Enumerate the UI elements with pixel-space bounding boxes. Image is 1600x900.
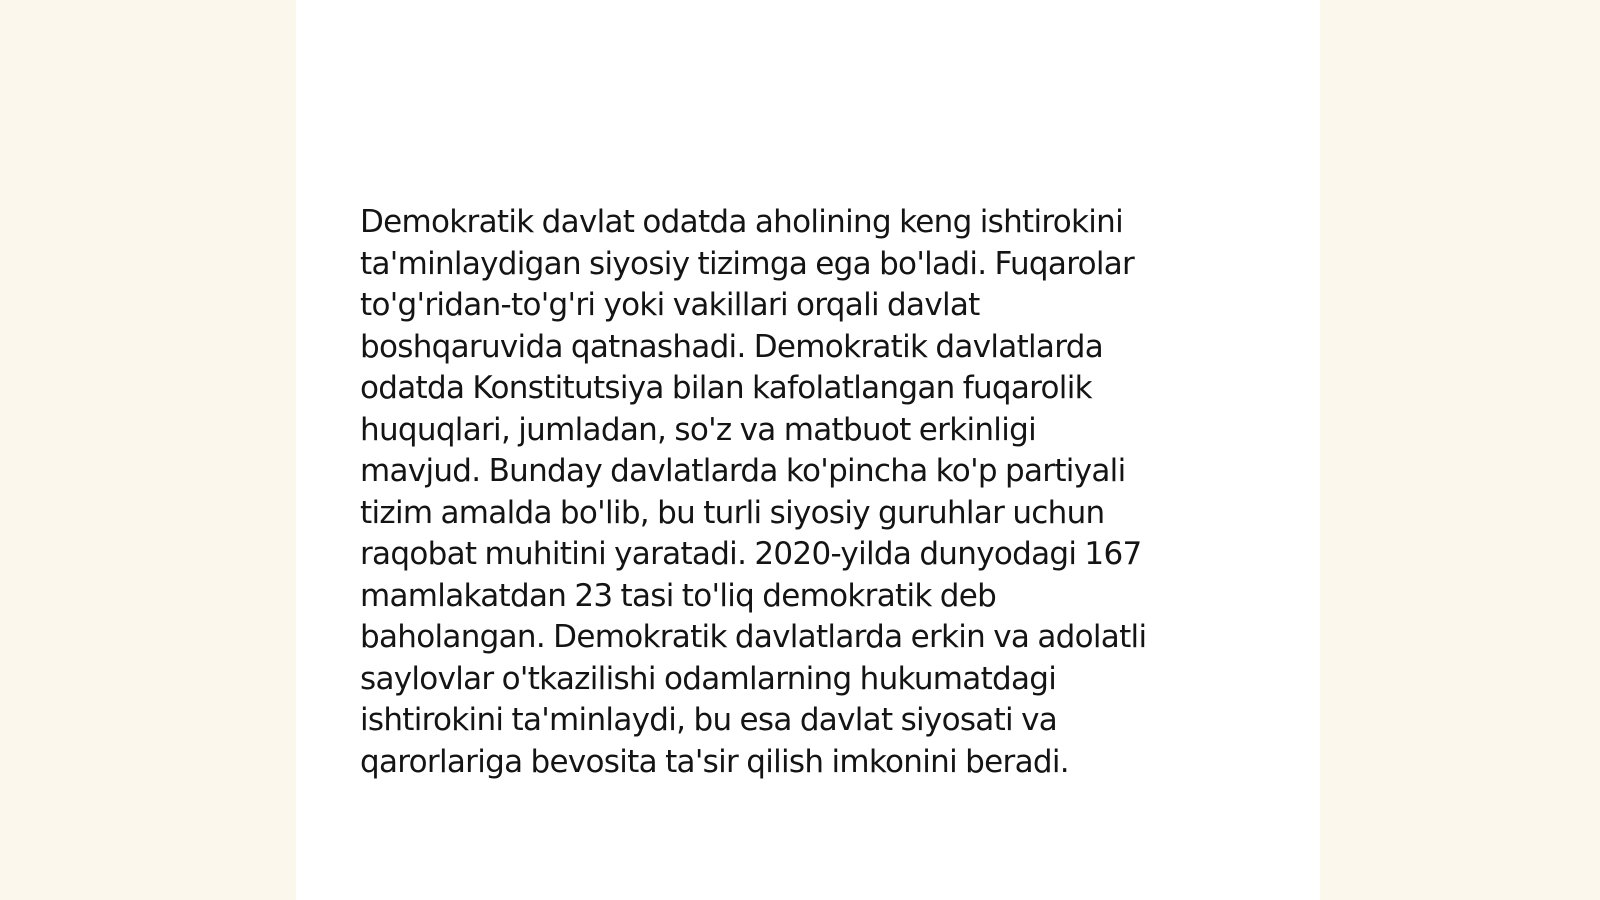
paragraph-line: mamlakatdan 23 tasi to'liq demokratik deb bbox=[360, 577, 997, 614]
paragraph-line: mavjud. Bunday davlatlarda ko'pincha ko'p partiyali bbox=[360, 453, 1126, 489]
body-paragraph bbox=[360, 202, 1240, 783]
document-page bbox=[296, 0, 1320, 900]
paragraph-line: ishtirokini ta'minlaydi, bu esa davlat siyosati va bbox=[360, 702, 1058, 738]
paragraph-line: ta'minlaydigan siyosiy tizimga ega bo'ladi. Fuqarolar bbox=[360, 245, 1135, 282]
paragraph-line: to'g'ridan-to'g'ri yoki vakillari orqali davlat bbox=[360, 287, 980, 323]
paragraph-line: tizim amalda bo'lib, bu turli siyosiy guruhlar uchun bbox=[360, 494, 1105, 531]
paragraph-line: boshqaruvida qatnashadi. Demokratik davlatlarda bbox=[360, 328, 1104, 365]
paragraph-line: baholangan. Demokratik davlatlarda erkin va adolatli bbox=[360, 619, 1147, 655]
paragraph-line: raqobat muhitini yaratadi. 2020-yilda dunyodagi 167 bbox=[360, 536, 1142, 572]
paragraph-line: huquqlari, jumladan, so'z va matbuot erkinligi bbox=[360, 411, 1037, 448]
paragraph-line: Demokratik davlat odatda aholining keng ishtirokini bbox=[360, 204, 1124, 240]
paragraph-line: qarorlariga bevosita ta'sir qilish imkonini beradi. bbox=[360, 743, 1069, 780]
paragraph-line: odatda Konstitutsiya bilan kafolatlangan fuqarolik bbox=[360, 370, 1092, 406]
paragraph-line: saylovlar o'tkazilishi odamlarning hukumatdagi bbox=[360, 660, 1057, 697]
